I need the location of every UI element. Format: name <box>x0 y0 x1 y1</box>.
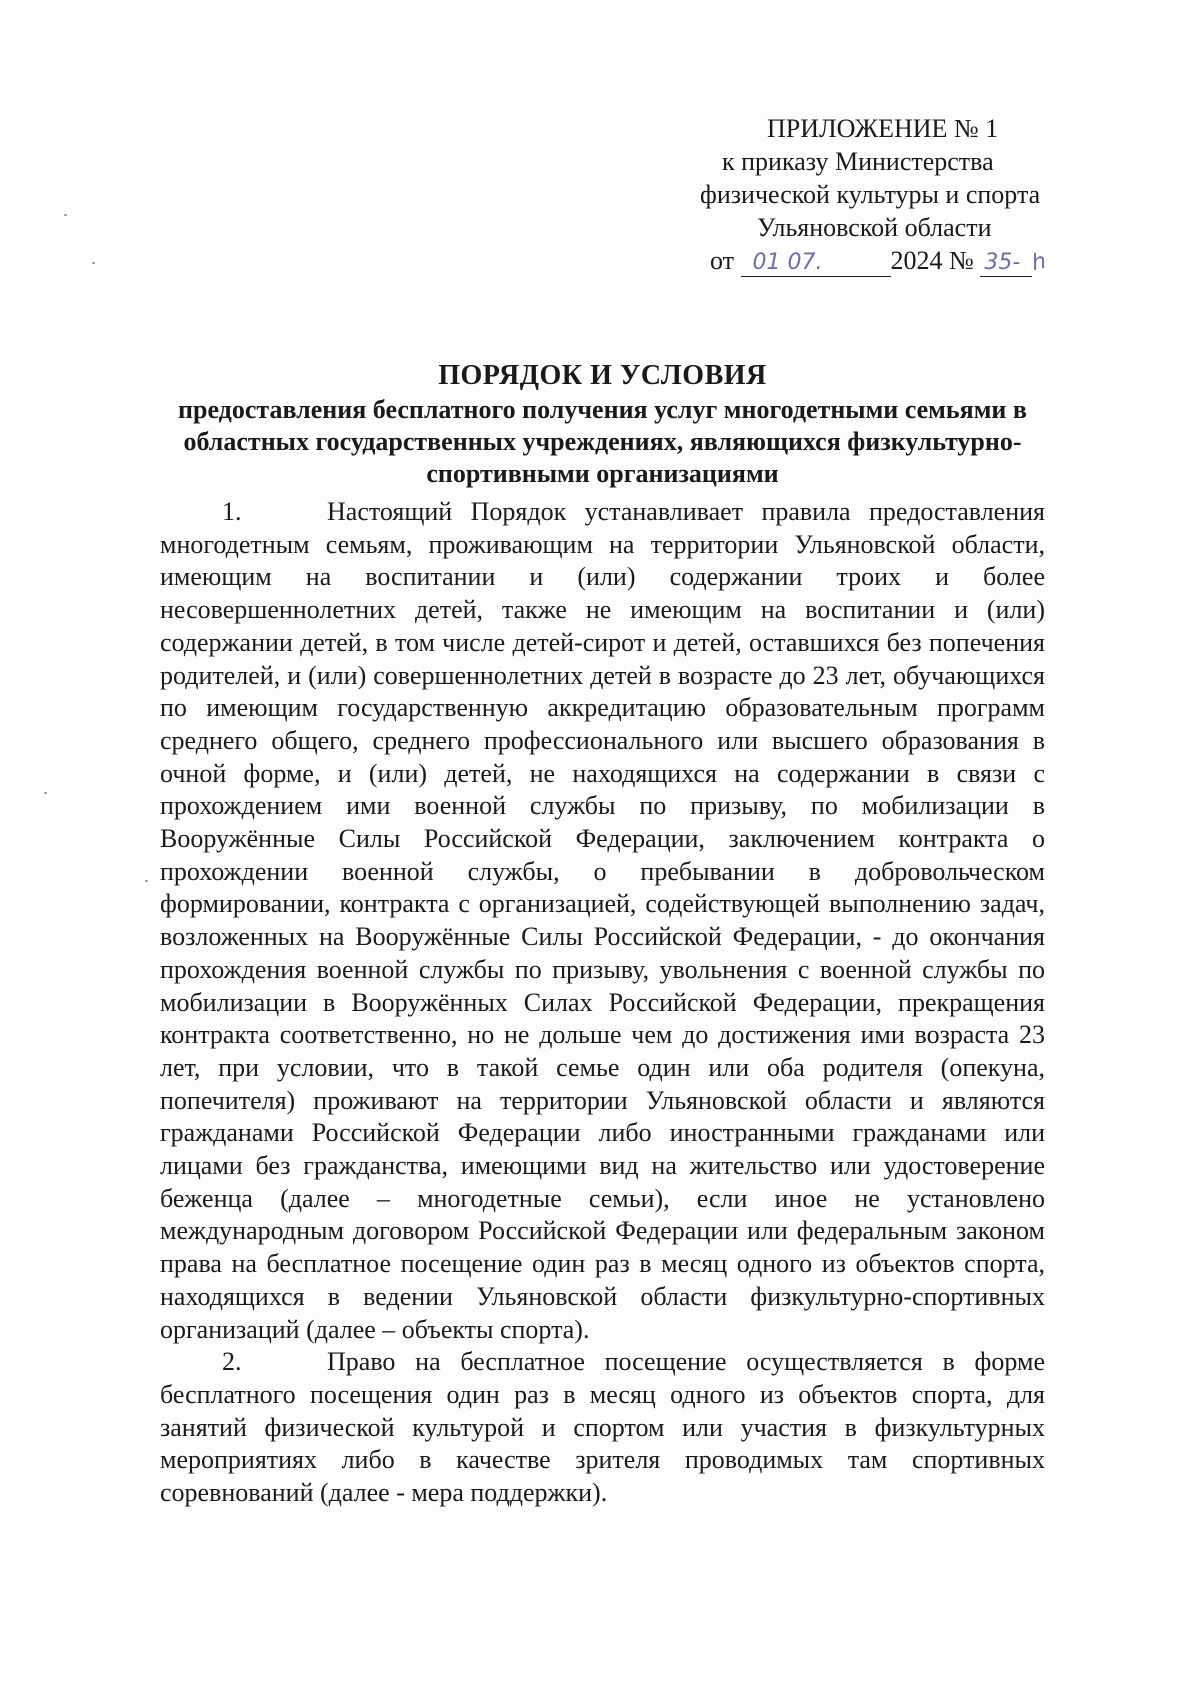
date-field <box>741 248 891 277</box>
title-subtitle: предоставления бесплатного получения услуг многодетными семьями в областных государственных учреждениях, являющихся физкультурно-спортивными организациями <box>178 395 1027 488</box>
order-number-field <box>980 248 1032 277</box>
handwritten-date: 01 07. <box>752 250 823 275</box>
paragraph-1 <box>160 496 1045 1346</box>
annex-date-line <box>700 244 1150 279</box>
year-and-number-label: 2024 № <box>890 246 974 275</box>
annex-ministry: физической культуры и спорта <box>700 180 1041 209</box>
document-body <box>160 496 1045 1510</box>
title-main: ПОРЯДОК И УСЛОВИЯ <box>438 360 767 391</box>
document-title <box>160 358 1045 490</box>
paragraph-number: 2. <box>222 1347 242 1377</box>
paragraph-text: Настоящий Порядок устанавливает правила предоставления многодетным семьям, проживающим на территории Ульяновской области, имеющим на воспитании и (или) содержании троих и более несовершеннолетних детей, также не имеющим на воспитании и (или) содержании детей, в том числе детей-сирот и детей, оставшихся без попечения родителей, и (или) совершеннолетних детей в возрасте до 23 лет, обучающихся по имеющим государственную аккредитацию образовательным программ среднего общего, среднего профессионального или высшего образования в очной форме, и (или) детей, не находящихся на содержании в связи с прохождением ими военной службы по призыву, по мобилизации в Вооружённые Силы Российской Федерации, заключением контракта о прохождении военной службы, о пребывании в добровольческом формировании, контракта с организацией, содействующей выполнению задач, возложенных на Вооружённые Силы Российской Федерации, - до окончания прохождения военной службы по призыву, увольнения с военной службы по мобилизации в Вооружённых Силах Российской Федерации, прекращения контракта соответственно, но не дольше чем до достижения ими возраста 23 лет, при условии, что в такой семье один или оба родителя (опекуна, попечителя) проживают на территории Ульяновской области и являются гражданами Российской Федерации либо иностранными гражданами или лицами без гражданства, имеющими вид на жительство или удостоверение беженца (далее – многодетные семьи), если иное не установлено международным договором Российской Федерации или федеральным законом права на бесплатное посещение один раз в месяц одного из объектов спорта, находящихся в ведении Ульяновской области физкультурно-спортивных организаций (далее – объекты спорта). <box>160 497 1045 1344</box>
paragraph-2 <box>160 1346 1045 1510</box>
paragraph-text: Право на бесплатное посещение осуществляется в форме бесплатного посещения один раз в месяц одного из объектов спорта, для занятий физической культурой и спортом или участия в физкультурных мероприятиях либо в качестве зрителя проводимых там спортивных соревнований (далее - мера поддержки). <box>160 1347 1045 1508</box>
handwritten-number-tail: h <box>1029 248 1049 277</box>
annex-title: ПРИЛОЖЕНИЕ № 1 <box>767 114 999 143</box>
date-prefix: от <box>710 246 735 275</box>
annex-region: Ульяновской области <box>757 213 992 242</box>
annex-order-ref: к приказу Министерства <box>722 147 994 176</box>
annex-header <box>700 112 1150 279</box>
paragraph-number: 1. <box>222 497 242 526</box>
handwritten-number: 35- <box>984 250 1021 275</box>
